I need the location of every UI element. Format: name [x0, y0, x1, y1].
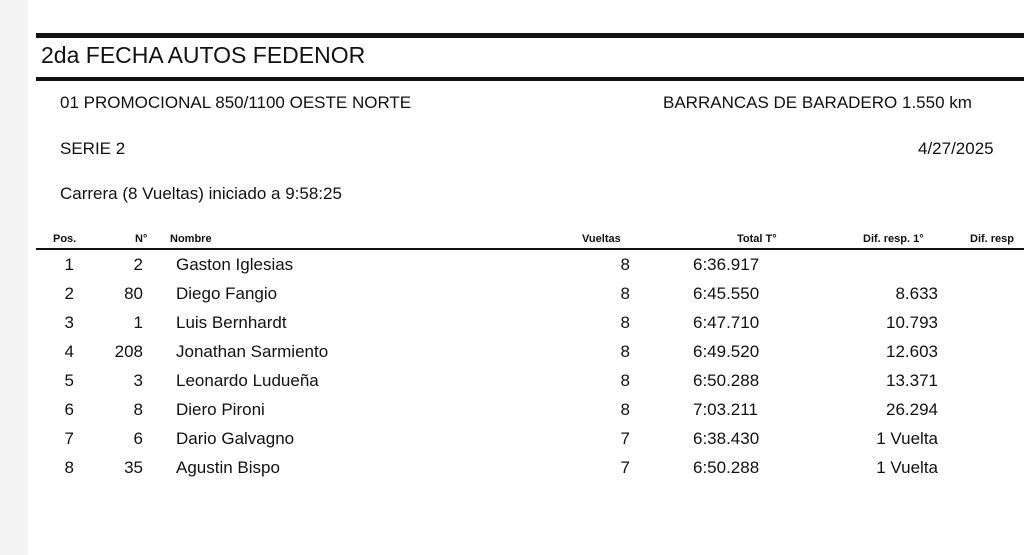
cell-total-time: 6:38.430 [693, 429, 760, 448]
cell-driver-name: Gaston Iglesias [176, 255, 294, 274]
table-row [28, 428, 1024, 457]
cell-position: 6 [64, 400, 74, 419]
cell-driver-name: Agustin Bispo [176, 458, 280, 477]
cell-position: 5 [64, 371, 74, 390]
cell-gap-first: 13.371 [886, 371, 938, 390]
cell-position: 4 [64, 342, 74, 361]
cell-car-number: 1 [133, 313, 143, 332]
cell-gap-first: 26.294 [886, 400, 938, 419]
header-number: N° [135, 233, 148, 245]
category-label: 01 PROMOCIONAL 850/1100 OESTE NORTE [60, 93, 412, 112]
header-rule [36, 248, 1024, 250]
title-rule [36, 77, 1024, 81]
cell-gap-first: 8.633 [895, 284, 938, 303]
header-pos: Pos. [53, 233, 77, 245]
cell-car-number: 208 [114, 342, 143, 361]
cell-car-number: 35 [124, 458, 143, 477]
cell-total-time: 6:49.520 [693, 342, 760, 361]
header-gap-first: Dif. resp. 1° [863, 233, 924, 245]
cell-total-time: 6:45.550 [693, 284, 760, 303]
cell-total-time: 6:47.710 [693, 313, 760, 332]
table-row [28, 457, 1024, 486]
circuit-label: BARRANCAS DE BARADERO 1.550 km [663, 93, 972, 112]
cell-driver-name: Dario Galvagno [176, 429, 295, 448]
cell-position: 2 [64, 284, 74, 303]
results-table-body [28, 254, 1024, 486]
header-total-time: Total T° [737, 233, 777, 245]
top-rule [36, 33, 1024, 38]
cell-total-time: 6:50.288 [693, 371, 760, 390]
table-row [28, 399, 1024, 428]
cell-total-time: 7:03.211 [693, 400, 758, 419]
race-info: Carrera (8 Vueltas) iniciado a 9:58:25 [60, 184, 342, 203]
cell-driver-name: Diego Fangio [176, 284, 278, 303]
table-row [28, 312, 1024, 341]
table-row [28, 341, 1024, 370]
cell-position: 1 [64, 255, 74, 274]
cell-laps: 8 [620, 400, 630, 419]
cell-position: 3 [64, 313, 74, 332]
cell-gap-first: 12.603 [886, 342, 938, 361]
cell-laps: 8 [620, 342, 630, 361]
cell-total-time: 6:36.917 [693, 255, 760, 274]
cell-total-time: 6:50.288 [693, 458, 760, 477]
cell-car-number: 8 [133, 400, 143, 419]
cell-car-number: 3 [133, 371, 143, 390]
cell-driver-name: Diero Pironi [176, 400, 265, 419]
cell-position: 8 [64, 458, 74, 477]
cell-gap-first: 1 Vuelta [876, 458, 938, 477]
header-laps: Vueltas [582, 233, 621, 245]
cell-laps: 7 [620, 429, 630, 448]
header-gap-prev: Dif. resp [970, 233, 1015, 245]
cell-driver-name: Luis Bernhardt [176, 313, 287, 332]
date-label: 4/27/2025 [918, 139, 994, 158]
cell-car-number: 80 [124, 284, 143, 303]
cell-gap-first: 10.793 [886, 313, 938, 332]
cell-laps: 8 [620, 313, 630, 332]
header-name: Nombre [170, 233, 212, 245]
cell-laps: 8 [620, 255, 630, 274]
results-sheet [28, 0, 1024, 555]
table-row [28, 254, 1024, 283]
table-row [28, 283, 1024, 312]
cell-laps: 8 [620, 284, 630, 303]
cell-driver-name: Leonardo Ludueña [176, 371, 319, 390]
series-label: SERIE 2 [60, 139, 126, 158]
cell-laps: 8 [620, 371, 630, 390]
cell-driver-name: Jonathan Sarmiento [176, 342, 329, 361]
cell-position: 7 [64, 429, 74, 448]
report-title: 2da FECHA AUTOS FEDENOR [41, 42, 366, 68]
cell-car-number: 6 [133, 429, 143, 448]
table-row [28, 370, 1024, 399]
cell-gap-first: 1 Vuelta [876, 429, 938, 448]
cell-laps: 7 [620, 458, 630, 477]
cell-car-number: 2 [133, 255, 143, 274]
